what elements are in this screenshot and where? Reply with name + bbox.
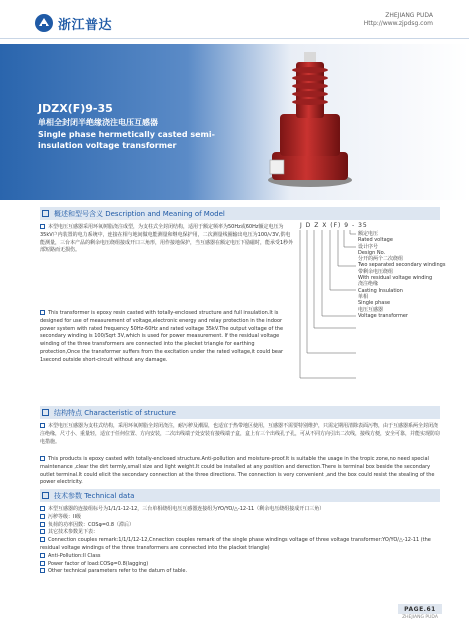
bullet-square-icon <box>40 568 45 573</box>
bullet-square-icon <box>40 423 45 428</box>
technical-line-text: Anti-Pollution:II Class <box>48 552 101 559</box>
section-label: 概述和型号含义 Description and Meaning of Model <box>54 209 225 218</box>
description-cn-text: 本型电压互感器采用环氧树脂浇注成型，为支柱式全封闭结构，适用于额定频率为50Hz或60Hz额定电压为35kV户内装置的电力系统中，连接在相与地间做电能测量和继电保护用，二次测量线圈输出电压为100/√3V,供电能测量，三台本产品的剩余电压绕组接成开口三角形，用作接地保护，当互感器在额定电压下励磁时，能承受1秒外部短路而无损伤。 <box>40 224 294 254</box>
bullet-square-icon <box>40 529 45 534</box>
company-logo <box>34 12 130 34</box>
designation-item: 浇注绝缘 <box>358 281 379 288</box>
designation-item: Design No. <box>358 249 386 256</box>
technical-line <box>40 568 440 576</box>
brand-url[interactable]: Http://www.zjpdsg.com <box>363 20 433 27</box>
bullet-square-icon <box>40 553 45 558</box>
section-label: 结构特点 Characteristic of structure <box>54 408 176 417</box>
description-en <box>40 310 295 365</box>
designation-item: 带剩余电压绕组 <box>358 268 394 275</box>
structure-cn-text: 本型电压互感器为支柱式结构，采用环氧树脂全封闭浇注，耐污秽及潮湿，也适宜于热带地区使用，互感器不需要特别维护，只需定期用清除表面污物，由于互感器系两全封闭浇注绝缘，尺寸小、重量轻，适宜于任何位置、方向安装，二次出线端子处安装有接线端子盒，盒上有三个出线孔子孔，可从不同方向引出二次线，接线方便，安全可靠，并能实现防窃电措施。 <box>40 423 441 445</box>
transformer-product-image <box>250 52 370 192</box>
section-heading-description <box>40 207 440 220</box>
bullet-square-icon <box>40 561 45 566</box>
technical-line-text: 负荷的功率因数：COSφ=0.8（滞后） <box>48 521 135 528</box>
section-label: 技术参数 Technical data <box>54 491 135 500</box>
bullet-square-icon <box>40 224 45 229</box>
brand-name: ZHEJIANG PUDA <box>385 12 433 19</box>
designation-item: Voltage transformer <box>358 312 408 319</box>
technical-line <box>40 537 440 553</box>
section-square-icon <box>42 409 49 416</box>
designation-item: 单相 <box>358 293 369 300</box>
product-title: JDZX(F)9-35 <box>38 102 113 115</box>
designation-item: 额定电压 <box>358 231 379 237</box>
structure-cn <box>40 423 440 446</box>
designation-item: Two separated secondary windings <box>358 262 446 269</box>
technical-line <box>40 529 440 537</box>
product-subtitle-en: Single phase hermetically casted semi-insulation voltage transformer <box>38 130 215 150</box>
designation-item: Casting Insulation <box>358 287 403 294</box>
structure-en <box>40 456 440 487</box>
section-heading-structure <box>40 406 440 419</box>
designation-lines <box>298 228 358 398</box>
section-square-icon <box>42 492 49 499</box>
section-square-icon <box>42 210 49 217</box>
logo-text: 浙江普达 <box>58 17 113 33</box>
designation-item: Rated voltage <box>358 237 393 244</box>
designation-item: Single phase <box>358 300 391 307</box>
technical-line-text: Other technical parameters refer to the datum of table. <box>48 568 188 575</box>
designation-item: 设计序号 <box>358 243 379 250</box>
technical-list <box>40 506 440 576</box>
logo-icon <box>34 13 54 33</box>
technical-line-text: 本型互感器的连接组标号为1/1/1-12-12，三台单相绕组电压互感器连接组为YO/YO/△-12-11（剩余电压绕组接成开口三角） <box>48 506 325 512</box>
technical-line-text: 其它技术参数见下表： <box>48 529 99 536</box>
footer-brand: ZHEJIANG PUDA <box>402 615 438 620</box>
bullet-square-icon <box>40 537 45 542</box>
description-en-text: This transformer is epoxy resin casted with totally-enclosed structure and full insulation.It is designed for use of measurement of voltage,electronic energy and relay protection in the indoor power system with rated frequency 50Hz-60Hz and rated voltage 35kV.The output voltage of the secondary winding is 100/Sqrt 3V,which is used for power measurement. If the residual voltage winding of the three transformers are connected into the plecket triangle for earthing protection,Once the transformer suffers from the excitation under the rated voltage,it could bear 1second outside short-circuit without any damage. <box>40 310 284 363</box>
designation-item: 电压互感器 <box>358 306 384 313</box>
bullet-square-icon <box>40 522 45 527</box>
section-heading-technical <box>40 489 440 502</box>
description-cn <box>40 224 295 255</box>
header-divider <box>0 38 469 39</box>
technical-line-text: Power factor of load:COSφ=0.8(lagging) <box>48 560 149 567</box>
model-code: J D Z X (F) 9 - 35 <box>300 222 368 229</box>
designation-item: 分开的两个二次绕组 <box>358 256 404 263</box>
technical-line-text: Connection couples remark:1/1/1/12-12,Cnnection couples remark of the single phase windings voltage of three voltage transformer:YO/YO/△-12-11 (the residual voltage windings of the three transformers are connected into the placket triangle) <box>40 537 431 551</box>
brand-block <box>364 12 433 28</box>
technical-line <box>40 506 440 514</box>
bullet-square-icon <box>40 514 45 519</box>
technical-line <box>40 561 440 569</box>
technical-line <box>40 514 440 522</box>
technical-line <box>40 522 440 530</box>
page-number: PAGE.61 <box>398 604 442 614</box>
technical-line <box>40 553 440 561</box>
bullet-square-icon <box>40 506 45 511</box>
technical-line-text: 污秽等级：II级 <box>48 513 81 520</box>
product-subtitle-cn: 单相全封闭半绝缘浇注电压互感器 <box>38 118 158 127</box>
designation-item: With residual voltage winding <box>358 275 433 282</box>
bullet-square-icon <box>40 310 45 315</box>
structure-en-text: This products is epoxy casted with totally-enclosed structure.Anti-pollution and moisture-proof.It is suitable the usage in the tropic zone,no need special maintenance ,clear the dirt termly,small size and light weight.It could be installed at any position and derection.There is terminal box beside the secondary outlet terminal.It could elicit the secondary connection at the three directions. The connection is very convenient ,and the box could resist the stealing of the power electricity. <box>40 456 435 486</box>
bullet-square-icon <box>40 456 45 461</box>
designation-legend <box>358 231 448 319</box>
